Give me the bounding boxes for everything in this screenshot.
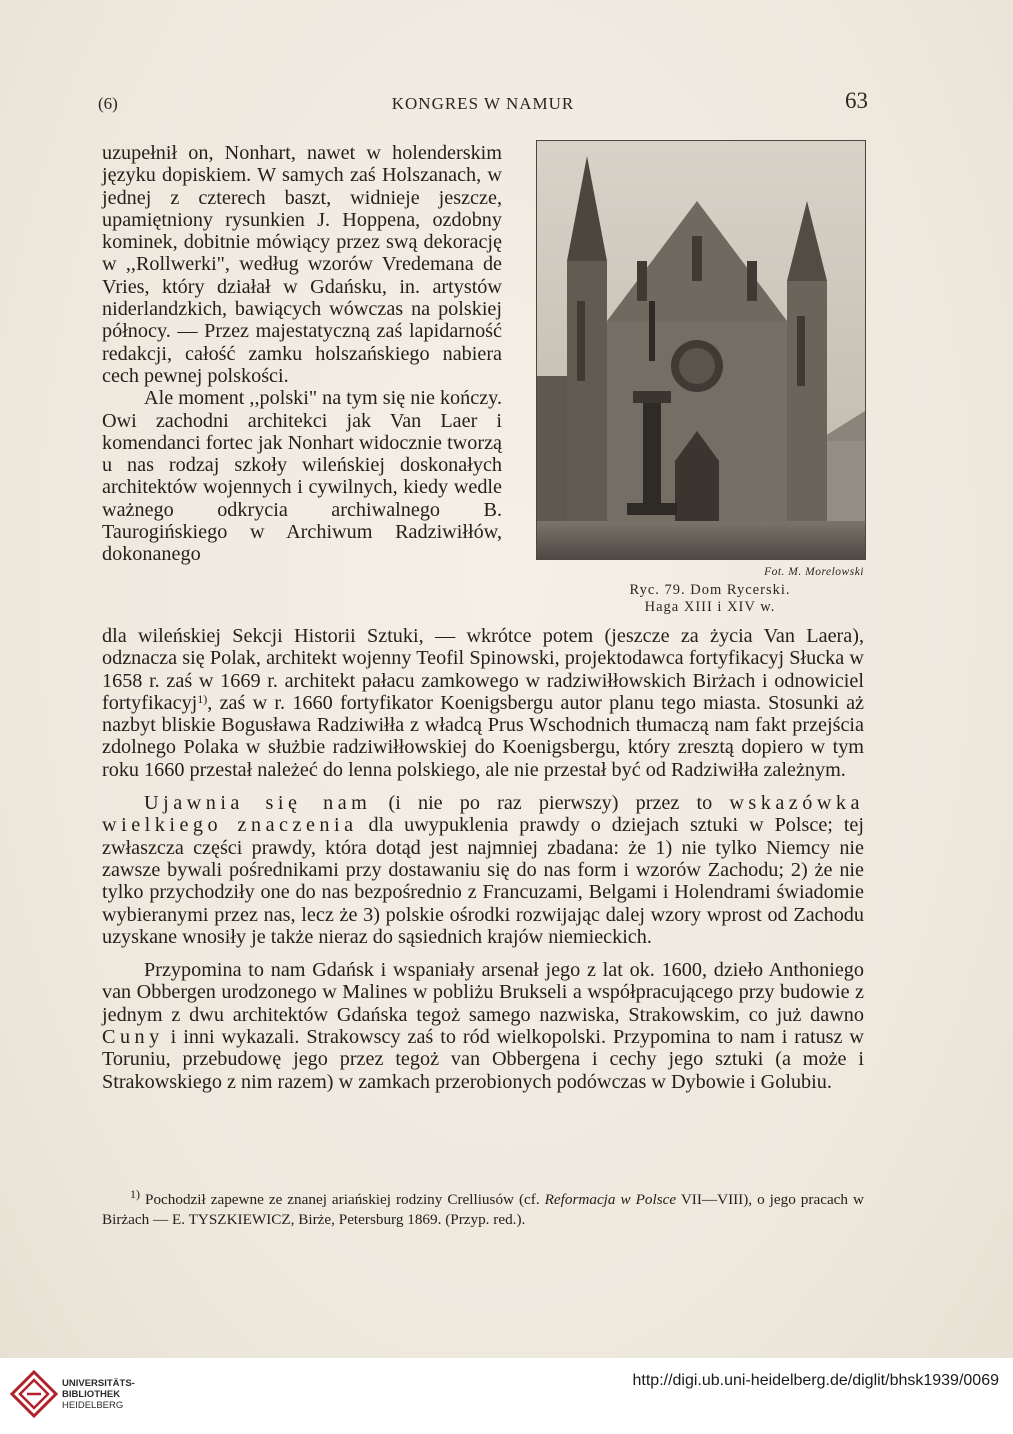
paragraph-gap — [102, 948, 864, 959]
library-line: UNIVERSITÄTS- — [62, 1378, 135, 1389]
library-logo-icon — [10, 1370, 58, 1418]
library-name — [62, 1378, 262, 1411]
running-head — [98, 88, 868, 122]
text-run: Przypomina to nam Gdańsk i wspaniały arsenał jego z lat ok. 1600, dzieło Anthoniego van Obbergen urodzonego w Malines w pobliżu Brukseli a współpracującego przy budowie z jednym z dwu architektów Gdańska tegoż samego nazwiska, Strakowskim, co już dawno — [102, 959, 864, 1026]
text-run: i inni wykazali. Strakowscy zaś to ród wielkopolski. Przypomina to nam i ratusz w Toruniu, przebudowę jego przez tegoż van Obbergena i cechy jego sztuki (a może i Strakowskiego z nim razem) w zamkach przerobionych podówczas w Dybowie i Golubiu. — [102, 1026, 864, 1093]
paragraph-polish-moment: Ale moment ,,polski" na tym się nie kończy. Owi zachodni architekci jak Van Laer i komendanci fortec jak Nonhart widocznie tworzą u nas rodzaj szkoły wileńskiej doskonałych architektów wojennych i cywilnych, kiedy wedle ważnego odkrycia archiwalnego B. Taurogińskiego w Archiwum Radziwiłłów, dokonanego — [102, 387, 502, 566]
spaced-emphasis: wskazówka wielkiego znaczenia — [102, 792, 864, 837]
paragraph-gap — [102, 781, 864, 792]
figure-caption — [560, 582, 860, 616]
footnote-ref: 1) — [197, 691, 208, 706]
text-run: dla uwypuklenia prawdy o dziejach sztuki w Polsce; tej zwłaszcza części prawdy, która dotąd jest najmniej zbadana: że 1) nie tylko Niemcy nie zawsze bywali pośrednikami przy dostawaniu się do nas form i wzorów Zachodu; 2) że nie tylko przychodziły one do nas bezpośrednio z Francuzami, Belgami i Holendrami świadomie wybieranymi przez nas, lecz że 3) polskie ośrodki rozwijając dalej wzory wprost od Zachodu uzyskane wnosiły je także nieraz do sąsiednich krajów niemieckich. — [102, 814, 864, 948]
library-line: BIBLIOTHEK — [62, 1389, 121, 1400]
spaced-emphasis: Cuny — [102, 1026, 164, 1049]
running-title: KONGRES W NAMUR — [391, 94, 575, 113]
text-run: , zaś w r. 1660 fortyfikator Koenigsbergu autor planu tego miasta. Stosunki aż nazbyt bliskie Bogusława Radziwiłła z władcą Prus Wschodnich tłumaczą nam fakt przejścia zdolnego Polaka w służbie radziwiłłowskiej do Koenigsbergu, który zresztą dopiero w tym roku 1660 przestał należeć do lenna polskiego, ale nie przestał być od Radziwiłła zależnym. — [102, 691, 864, 781]
paragraph-spinowski — [102, 625, 864, 781]
photo-illustration — [537, 141, 865, 559]
footnote-text — [102, 1187, 864, 1230]
paragraph-conclusions — [102, 792, 864, 948]
footnote — [102, 1187, 864, 1230]
italic-title: Reformacja w Polsce — [544, 1191, 677, 1208]
photo-credit: Fot. M. Morelowski — [764, 566, 864, 578]
text-run: (i nie po raz pierwszy) przez to — [371, 792, 730, 815]
section-number: (6) — [98, 94, 118, 113]
library-line: HEIDELBERG — [62, 1400, 124, 1411]
paragraph-holszany: uzupełnił on, Nonhart, nawet w holenderskim języku dopiskiem. W samych zaś Holszanach, w jednej z czterech baszt, widnieje jeszcze, upamiętniony rysunkien J. Hoppena, ozdobny kominek, dobitnie mówiący przez swą dekorację w ,,Rollwerki", według wzorów Vredemana de Vries, który działał w Gdańsku, in. artystów niderlandzkich, bawiących wówczas na polskiej północy. — Przez majestatyczną zaś lapidarność redakcji, całość zamku holszańskiego nabiera cech pewnej polskości. — [102, 142, 502, 387]
spaced-emphasis: Ujawnia się nam — [144, 792, 372, 815]
caption-line: Ryc. 79. Dom Rycerski. — [629, 582, 791, 598]
footnote-mark: 1) — [130, 1187, 140, 1201]
source-url[interactable]: http://digi.ub.uni-heidelberg.de/diglit/bhsk1939/0069 — [632, 1372, 999, 1389]
page-number: 63 — [845, 88, 868, 113]
text-run: VII—VIII), o jego pracach w Birżach — E. TYSZKIEWICZ, Birże, Petersburg 1869. (Przyp. red.). — [102, 1191, 864, 1228]
digitization-footer — [0, 1358, 1013, 1434]
text-run: dla wileńskiej Sekcji Historii Sztuki, — wkrótce potem (jeszcze za życia Van Laera), odznacza się Polak, architekt wojenny Teofil Spinowski, projektodawca fortyfikacyj Słucka w 1658 r. zaś w 1669 r. architekt pałacu zamkowego w radziwiłłowskich Birżach i odnowiciel fortyfikacyj — [102, 625, 864, 714]
figure-photo-ridderzaal — [536, 140, 866, 560]
text-run: Pochodził zapewne ze znanej ariańskiej rodziny Crelliusów (cf. — [140, 1191, 545, 1208]
full-width-text — [102, 625, 864, 1093]
left-column-text — [102, 142, 502, 566]
paragraph-gdansk — [102, 959, 864, 1093]
caption-line: Haga XIII i XIV w. — [644, 599, 776, 615]
